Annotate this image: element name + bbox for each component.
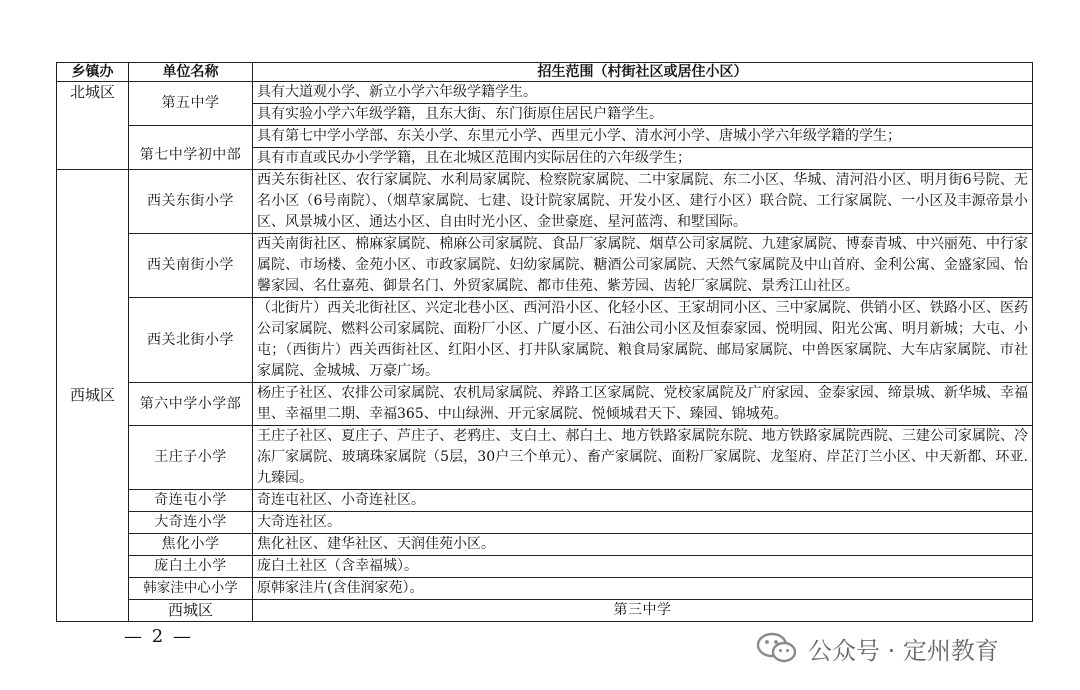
scope-cell: 奇连屯社区、小奇连社区。: [253, 490, 1033, 512]
unit-cell: 王庄子小学: [129, 426, 253, 490]
scope-cell: 原韩家洼片(含佳润家苑）。: [253, 578, 1033, 600]
unit-cell: 庞白土小学: [129, 556, 253, 578]
header-scope: 招生范围（村街社区或居住小区）: [253, 63, 1033, 82]
town-cell: 北城区: [57, 82, 129, 170]
table-row: [57, 512, 1033, 534]
unit-cell: 焦化小学: [129, 534, 253, 556]
enrollment-table: [56, 62, 1033, 622]
scope-cell: 具有市直或民办小学学籍，且在北城区范围内实际居住的六年级学生；: [253, 148, 1033, 170]
table-row: [57, 578, 1033, 600]
scope-cell: 西关东街社区、农行家属院、水利局家属院、检察院家属院、二中家属院、东二小区、华城、清河沿小区、明月街6号院、无名小区（6号南院）、（烟草家属院、七建、设计院家属院、开发小区、建行小区）联合院、工行家属院、一小区及丰源帝景小区、风景城小区、通达小区、自由时光小区、金世豪庭、星河蓝湾、和墅国际。: [253, 170, 1033, 234]
scope-cell: 具有大道观小学、新立小学六年级学籍学生。: [253, 82, 1033, 104]
unit-cell: 第五中学: [129, 82, 253, 126]
table-row: [57, 126, 1033, 148]
scope-cell: 焦化社区、建华社区、天润佳苑小区。: [253, 534, 1033, 556]
scope-cell: 具有实验小学六年级学籍，且东大街、东门街原住居民户籍学生。: [253, 104, 1033, 126]
header-unit: 单位名称: [129, 63, 253, 82]
unit-cell: 西关北街小学: [129, 298, 253, 383]
table-row: [57, 556, 1033, 578]
unit-cell: 西关南街小学: [129, 234, 253, 298]
scope-cell: 大奇连社区。: [253, 512, 1033, 534]
table-row: [57, 170, 1033, 234]
scope-cell: （北街片）西关北街社区、兴定北巷小区、西河沿小区、化轻小区、王家胡同小区、三中家属院、供销小区、铁路小区、医药公司家属院、燃料公司家属院、面粉厂小区、广厦小区、石油公司小区及恒泰家园、悦明园、阳光公寓、明月新城；大屯、小屯；（西街片）西关西街社区、红阳小区、打井队家属院、粮食局家属院、邮局家属院、中兽医家属院、大车店家属院、市社家属院、金城城、万豪广场。: [253, 298, 1033, 383]
table-row: [57, 600, 1033, 622]
unit-cell: 第三中学: [253, 600, 1033, 622]
page-number: — 2 —: [124, 626, 193, 647]
unit-cell: 奇连屯小学: [129, 490, 253, 512]
town-cell: 西城区: [57, 170, 129, 622]
table-row: [57, 490, 1033, 512]
scope-cell: 杨庄子社区、农排公司家属院、农机局家属院、养路工区家属院、党校家属院及广府家园、金泰家园、缔景城、新华城、幸福里、幸福里二期、幸福365、中山绿洲、开元家属院、悦倾城君天下、臻园、锦城苑。: [253, 383, 1033, 426]
table-row: [57, 383, 1033, 426]
table-row: [57, 534, 1033, 556]
scope-cell: 具有第七中学小学部、东关小学、东里元小学、西里元小学、清水河小学、唐城小学六年级学籍的学生；: [253, 126, 1033, 148]
table-row: [57, 426, 1033, 490]
unit-cell: 第七中学初中部: [129, 126, 253, 170]
table-header-row: [57, 63, 1033, 82]
unit-cell: 大奇连小学: [129, 512, 253, 534]
scope-cell: 西关南街社区、棉麻家属院、棉麻公司家属院、食品厂家属院、烟草公司家属院、九建家属院、博泰青城、中兴丽苑、中行家属院、市场楼、金苑小区、市政家属院、妇幼家属院、糖酒公司家属院、天然气家属院及中山首府、金利公寓、金盛家园、怡馨家园、名仕嘉苑、御景名门、外贸家属院、都市佳苑、紫芳园、齿轮厂家属院、景秀江山社区。: [253, 234, 1033, 298]
scope-cell: 王庄子社区、夏庄子、芦庄子、老鸦庄、支白土、郝白土、地方铁路家属院东院、地方铁路家属院西院、三建公司家属院、冷冻厂家属院、玻璃珠家属院（5层，30户三个单元）、畜产家属院、面粉厂家属院、龙玺府、岸芷汀兰小区、中天新都、环亚.九臻园。: [253, 426, 1033, 490]
town-cell: 西城区: [129, 600, 253, 622]
wechat-icon: [756, 632, 798, 664]
watermark: [756, 628, 999, 668]
header-town: 乡镇办: [57, 63, 129, 82]
table-row: [57, 234, 1033, 298]
table-row: [57, 298, 1033, 383]
unit-cell: 第六中学小学部: [129, 383, 253, 426]
unit-cell: 韩家洼中心小学: [129, 578, 253, 600]
unit-cell: 西关东街小学: [129, 170, 253, 234]
table-row: [57, 82, 1033, 104]
watermark-text: 公众号 · 定州教育: [808, 636, 999, 665]
scope-cell: 庞白土社区（含幸福城）。: [253, 556, 1033, 578]
